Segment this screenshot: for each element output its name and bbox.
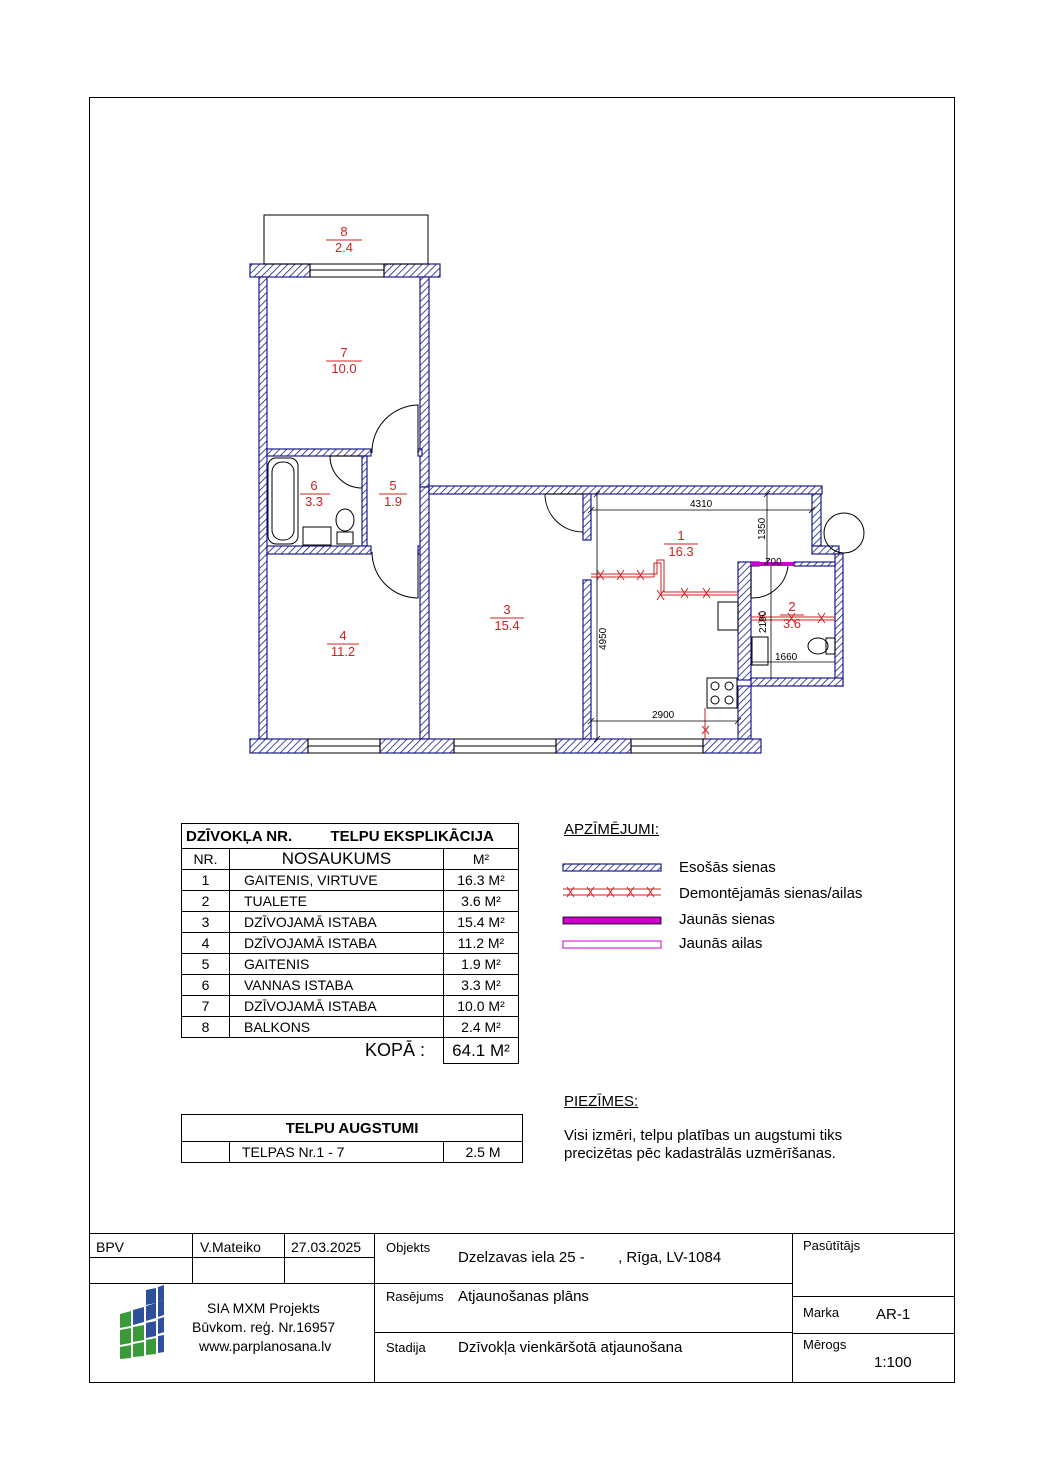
legend-demolish-label: Demontējamās sienas/ailas (679, 885, 863, 902)
dim-4950: 4950 (598, 627, 609, 650)
company-name: SIA MXM Projekts (207, 1300, 320, 1316)
row-name: TUALETE (230, 891, 444, 912)
room-6-area: 3.3 (304, 494, 324, 509)
dim-1350: 1350 (757, 517, 768, 540)
room-7-area: 10.0 (331, 361, 357, 376)
explication-table (181, 823, 519, 1064)
row-area: 3.6 M² (444, 891, 519, 912)
dim-2190: 2190 (758, 610, 769, 633)
explication-title-right: TELPU EKSPLIKĀCIJA (330, 827, 494, 845)
row-name: BALKONS (230, 1017, 444, 1038)
stage-value: Dzīvokļa vienkāršotā atjaunošana (458, 1339, 683, 1356)
col-name: NOSAUKUMS (230, 849, 444, 870)
room-5-no: 5 (389, 478, 397, 493)
notes-line2: precizētas pēc kadastrālās uzmērīšanas. (564, 1145, 836, 1162)
object-label: Objekts (386, 1240, 431, 1255)
total-label: KOPĀ : (230, 1038, 444, 1064)
legend-existing-label: Esošās sienas (679, 859, 776, 876)
room-3-area: 15.4 (494, 618, 520, 633)
scale-value: 1:100 (874, 1354, 912, 1371)
client-label: Pasūtītājs (803, 1238, 861, 1253)
row-name: GAITENIS (230, 954, 444, 975)
row-nr: 2 (182, 891, 230, 912)
table-row (182, 870, 519, 891)
table-row (182, 954, 519, 975)
existing-walls (250, 264, 843, 753)
row-area: 11.2 M² (444, 933, 519, 954)
demolish-walls (591, 560, 835, 739)
row-name: VANNAS ISTABA (230, 975, 444, 996)
row-area: 10.0 M² (444, 996, 519, 1017)
room-1-no: 1 (677, 528, 685, 543)
company-web: www.parplanosana.lv (199, 1338, 332, 1354)
drawing-label: Rasējums (386, 1289, 444, 1304)
room-6-no: 6 (310, 478, 318, 493)
row-area: 16.3 M² (444, 870, 519, 891)
legend-new-wall-label: Jaunās sienas (679, 911, 775, 928)
notes-line1: Visi izmēri, telpu platības un augstumi tiks (564, 1127, 843, 1144)
heights-table (181, 1114, 523, 1163)
room-7-no: 7 (340, 345, 348, 360)
col-area: M² (444, 849, 519, 870)
room-3-no: 3 (503, 602, 511, 617)
table-row (182, 891, 519, 912)
stage-code: BPV (96, 1239, 125, 1255)
row-name: DZĪVOJAMĀ ISTABA (230, 912, 444, 933)
row-nr: 3 (182, 912, 230, 933)
room-4-area: 11.2 (330, 644, 356, 659)
heights-value: 2.5 M (444, 1142, 523, 1163)
room-4-no: 4 (339, 628, 347, 643)
stage-label: Stadija (386, 1340, 426, 1355)
row-name: DZĪVOJAMĀ ISTABA (230, 933, 444, 954)
table-row (182, 975, 519, 996)
date: 27.03.2025 (291, 1239, 362, 1255)
row-area: 3.3 M² (444, 975, 519, 996)
object-value: Dzelzavas iela 25 - , Rīga, LV-1084 (458, 1249, 722, 1266)
room-labels (300, 224, 804, 659)
row-name: DZĪVOJAMĀ ISTABA (230, 996, 444, 1017)
explication-title-left: DZĪVOKĻA NR. (186, 827, 293, 845)
col-nr: NR. (182, 849, 230, 870)
mark-label: Marka (803, 1305, 840, 1320)
total-value: 64.1 M² (444, 1038, 519, 1064)
row-name: GAITENIS, VIRTUVE (230, 870, 444, 891)
room-2-no: 2 (788, 599, 796, 614)
row-nr: 7 (182, 996, 230, 1017)
table-row (182, 912, 519, 933)
table-row (182, 996, 519, 1017)
scale-label: Mērogs (803, 1337, 847, 1352)
row-area: 15.4 M² (444, 912, 519, 933)
legend-new-opening-label: Jaunās ailas (679, 935, 763, 952)
table-row (182, 933, 519, 954)
dimension-texts (598, 499, 798, 721)
room-8-area: 2.4 (334, 240, 354, 255)
legend-title: APZĪMĒJUMI: (564, 821, 660, 838)
dim-2900: 2900 (652, 710, 675, 721)
row-nr: 6 (182, 975, 230, 996)
room-1-area: 16.3 (668, 544, 694, 559)
notes-title: PIEZĪMES: (564, 1093, 639, 1110)
row-nr: 5 (182, 954, 230, 975)
table-row (182, 1017, 519, 1038)
drawing-value: Atjaunošanas plāns (458, 1288, 589, 1305)
heights-rooms: TELPAS Nr.1 - 7 (230, 1142, 444, 1163)
company-reg: Būvkom. reģ. Nr.16957 (192, 1319, 336, 1335)
room-2-area: 3.6 (782, 616, 802, 631)
row-nr: 4 (182, 933, 230, 954)
room-5-area: 1.9 (383, 494, 403, 509)
author: V.Mateiko (200, 1239, 261, 1255)
heights-title: TELPU AUGSTUMI (182, 1115, 523, 1142)
mark-value: AR-1 (876, 1306, 911, 1323)
row-area: 1.9 M² (444, 954, 519, 975)
row-area: 2.4 M² (444, 1017, 519, 1038)
row-nr: 1 (182, 870, 230, 891)
dim-700: 700 (765, 557, 782, 568)
row-nr: 8 (182, 1017, 230, 1038)
room-8-no: 8 (340, 224, 348, 239)
dim-1660: 1660 (775, 652, 798, 663)
dim-4310: 4310 (690, 499, 713, 510)
